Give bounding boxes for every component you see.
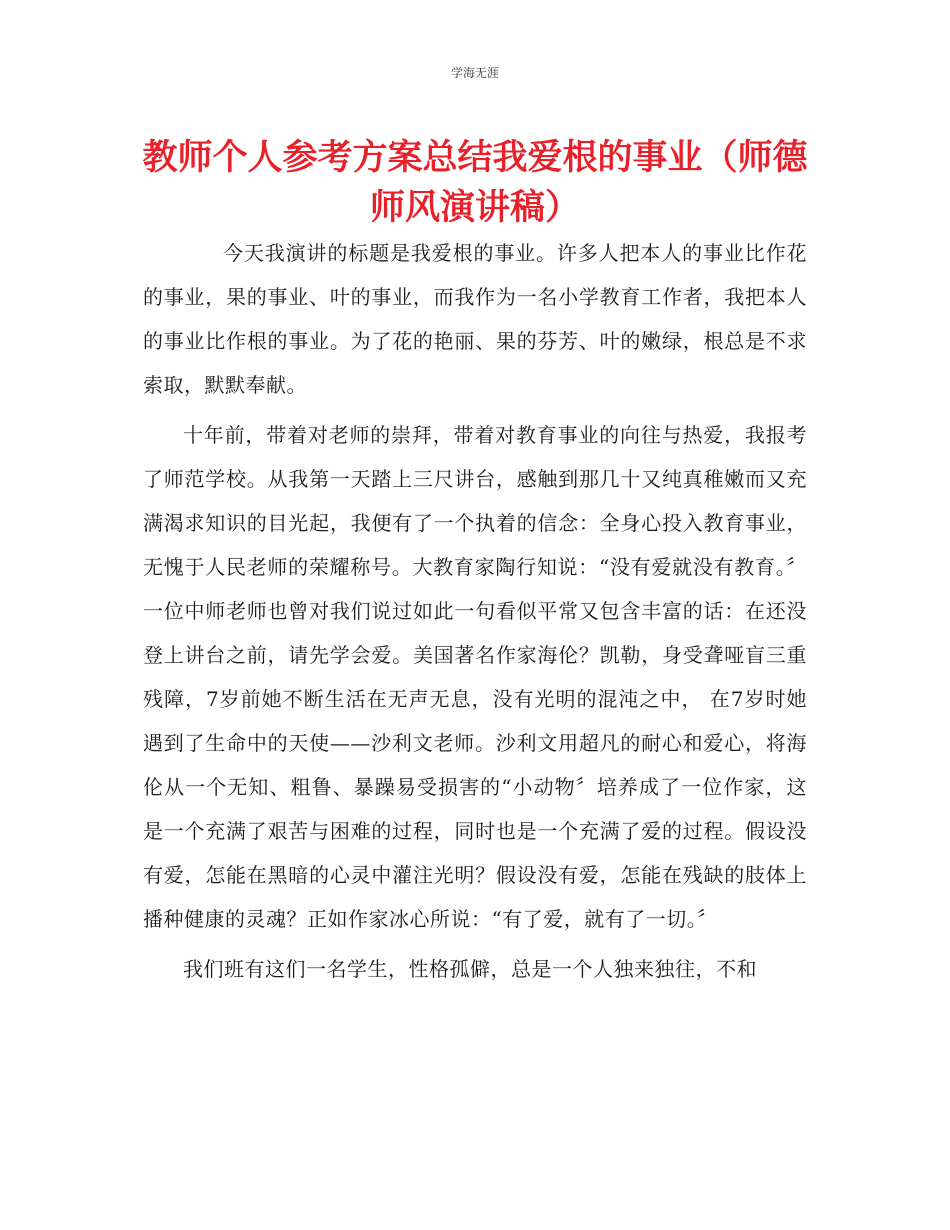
- paragraph: 我们班有这们一名学生，性格孤僻，总是一个人独来独往，不和: [183, 957, 757, 981]
- document-title: 教师个人参考方案总结我爱根的事业（师德师风演讲稿）: [142, 138, 808, 228]
- paragraph: 今天我演讲的标题是我爱根的事业。许多人把本人的事业比作花的事业，果的事业、叶的事业，而我作为一名小学教育工作者，我把本人的事业比作根的事业。为了花的艳丽、果的芬芳、叶的嫩绿，根总是不求索取，默默奉献。: [143, 241, 807, 397]
- page-header: 学海无涯: [450, 66, 499, 80]
- paragraph: 十年前，带着对老师的崇拜，带着对教育事业的向往与热爱，我报考了师范学校。从我第一天踏上三尺讲台，感触到那几十又纯真稚嫩而又充满渴求知识的目光起，我便有了一个执着的信念：全身心投入教育事业，无愧于人民老师的荣耀称号。大教育家陶行知说：“没有爱就没有教育。〞一位中师老师也曾对我们说过如此一句看似平常又包含丰富的话：在还没登上讲台之前，请先学会爱。美国著名作家海伦？凯勒，身受聋哑盲三重残障，7岁前她不断生活在无声无息，没有光明的混沌之中， 在7岁时她遇到了生命中的天使——沙利文老师。沙利文用超凡的耐心和爱心，将海伦从一个无知、粗鲁、暴躁易受损害的“小动物〞培养成了一位作家，这是一个充满了艰苦与困难的过程，同时也是一个充满了爱的过程。假设没有爱，怎能在黑暗的心灵中灌注光明？假设没有爱，怎能在残缺的肢体上播种健康的灵魂？正如作家冰心所说：“有了爱，就有了一切。〞: [143, 423, 807, 931]
- document-body: [143, 231, 807, 997]
